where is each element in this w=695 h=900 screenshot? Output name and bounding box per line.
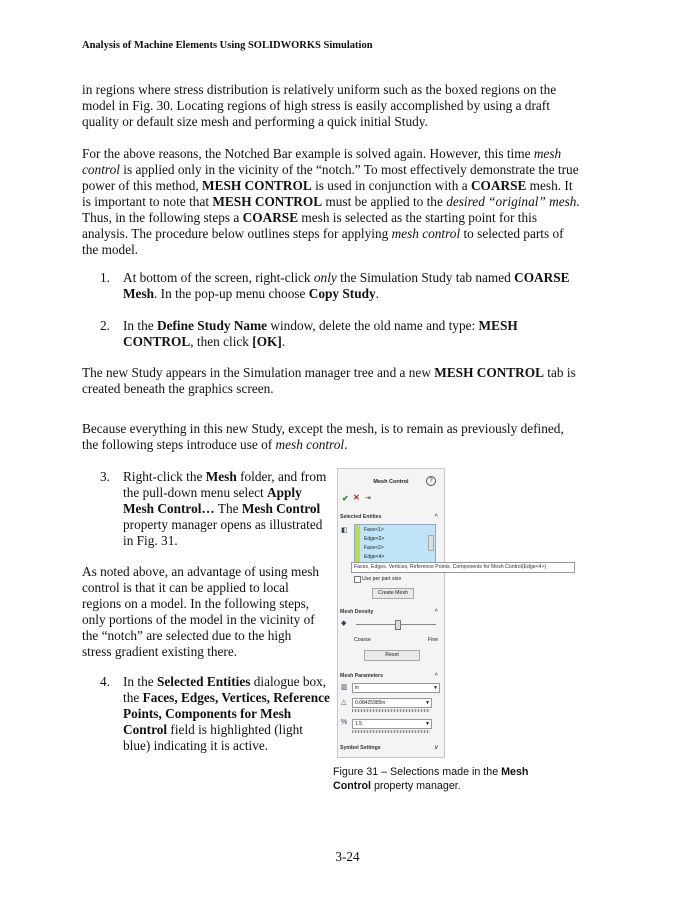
list-scrollbar[interactable] bbox=[428, 535, 434, 551]
mesh-parameters-header[interactable]: Mesh Parameters ^ bbox=[340, 673, 438, 679]
element-size-input[interactable]: 0.08425985in ▼ bbox=[352, 698, 432, 708]
density-icon: ◆ bbox=[341, 620, 347, 627]
paragraph-3: The new Study appears in the Simulation manager tree and a new MESH CONTROL tab is created beneath the graphics screen. bbox=[82, 365, 576, 396]
element-size-ruler[interactable] bbox=[352, 709, 430, 712]
reset-button[interactable]: Reset bbox=[364, 650, 420, 661]
paragraph-2: For the above reasons, the Notched Bar example is solved again. However, this time mesh control is applied only in the vicinity of the “notch.” To most effectively demonstrate the true power of this method, MESH CONTROL is used in conjunction with a COARSE mesh. It is important to note that MESH CONTROL must be applied to the desired “original” mesh. Thus, in the following steps a COARSE mesh is selected as the starting point for this analysis. The procedure below outlines steps for applying mesh control to selected parts of the model. bbox=[82, 146, 580, 257]
paragraph-4: Because everything in this new Study, except the mesh, is to remain as previously defined, the following steps introduce use of mesh control. bbox=[82, 421, 564, 452]
fine-label: Fine bbox=[427, 637, 438, 643]
list-item[interactable]: Face<2> bbox=[364, 545, 384, 551]
ok-button[interactable]: ✔ bbox=[342, 494, 349, 503]
collapse-icon: ^ bbox=[434, 673, 438, 679]
step-1: 1. At bottom of the screen, right-click only the Simulation Study tab named COARSE Mesh. In the pop-up menu choose Copy Study. bbox=[100, 270, 570, 301]
paragraph-5: As noted above, an advantage of using mesh control is that it can be applied to local regions on a model. In the following steps, only portions of the model in the vicinity of the “notch” are selected due to the high stress gradient existing there. bbox=[82, 564, 320, 659]
collapse-icon: ^ bbox=[434, 514, 438, 520]
ratio-icon: % bbox=[341, 719, 348, 726]
step-3: 3. Right-click the Mesh folder, and from the pull-down menu select Apply Mesh Control… The Mesh Control property manager opens as illustrated in Fig. 31. bbox=[100, 469, 327, 548]
unit-select[interactable]: in ▼ bbox=[352, 683, 440, 693]
collapse-icon: ^ bbox=[434, 609, 438, 615]
ratio-ruler[interactable] bbox=[352, 730, 430, 733]
expand-icon: v bbox=[434, 745, 438, 751]
list-item[interactable]: Edge<4> bbox=[364, 554, 385, 560]
element-size-icon: △ bbox=[341, 699, 347, 706]
density-slider-thumb[interactable] bbox=[395, 620, 401, 630]
page-number: 3-24 bbox=[335, 849, 360, 864]
chevron-down-icon: ▼ bbox=[433, 685, 438, 691]
figure-caption: Figure 31 – Selections made in the Mesh Control property manager. bbox=[333, 766, 529, 792]
paragraph-1: in regions where stress distribution is relatively uniform such as the boxed regions on the model in Fig. 30. Locating regions of high stress is easily accomplished by using a draft quality or default size mesh and performing a quick initial Study. bbox=[82, 82, 557, 129]
mesh-density-header[interactable]: Mesh Density ^ bbox=[340, 609, 438, 615]
coarse-label: Coarse bbox=[354, 637, 371, 643]
cancel-button[interactable]: ✕ bbox=[353, 493, 360, 502]
help-icon[interactable]: ? bbox=[426, 476, 436, 486]
face-select-icon: ◧ bbox=[341, 527, 348, 534]
selection-tooltip: Faces, Edges, Vertices, Reference Points, Components for Mesh Control(Edge<4>) bbox=[351, 562, 575, 573]
list-item[interactable]: Edge<2> bbox=[364, 536, 385, 542]
use-per-part-size-checkbox[interactable] bbox=[354, 576, 361, 583]
symbol-settings-header[interactable]: Symbol Settings v bbox=[340, 745, 438, 751]
list-item[interactable]: Face<1> bbox=[364, 527, 384, 533]
create-mesh-button[interactable]: Create Mesh bbox=[372, 588, 414, 599]
mesh-control-panel bbox=[337, 468, 445, 758]
unit-icon: ▥ bbox=[341, 684, 348, 691]
chevron-down-icon: ▼ bbox=[425, 721, 430, 727]
chevron-down-icon: ▼ bbox=[425, 700, 430, 706]
step-2: 2. In the Define Study Name window, delete the old name and type: MESH CONTROL, then click [OK]. bbox=[100, 318, 518, 349]
step-4: 4. In the Selected Entities dialogue box, the Faces, Edges, Vertices, Reference Points, Components for Mesh Control field is highlighted (light blue) indicating it is active. bbox=[100, 674, 330, 753]
pin-icon[interactable]: ⇥ bbox=[365, 495, 371, 502]
ratio-input[interactable]: 1.5 ▼ bbox=[352, 719, 432, 729]
panel-title: Mesh Control bbox=[373, 479, 409, 485]
running-header: Analysis of Machine Elements Using SOLIDWORKS Simulation bbox=[82, 40, 373, 51]
selected-entities-header[interactable]: Selected Entities ^ bbox=[340, 514, 438, 520]
use-per-part-size-label: Use per part size bbox=[362, 576, 402, 582]
